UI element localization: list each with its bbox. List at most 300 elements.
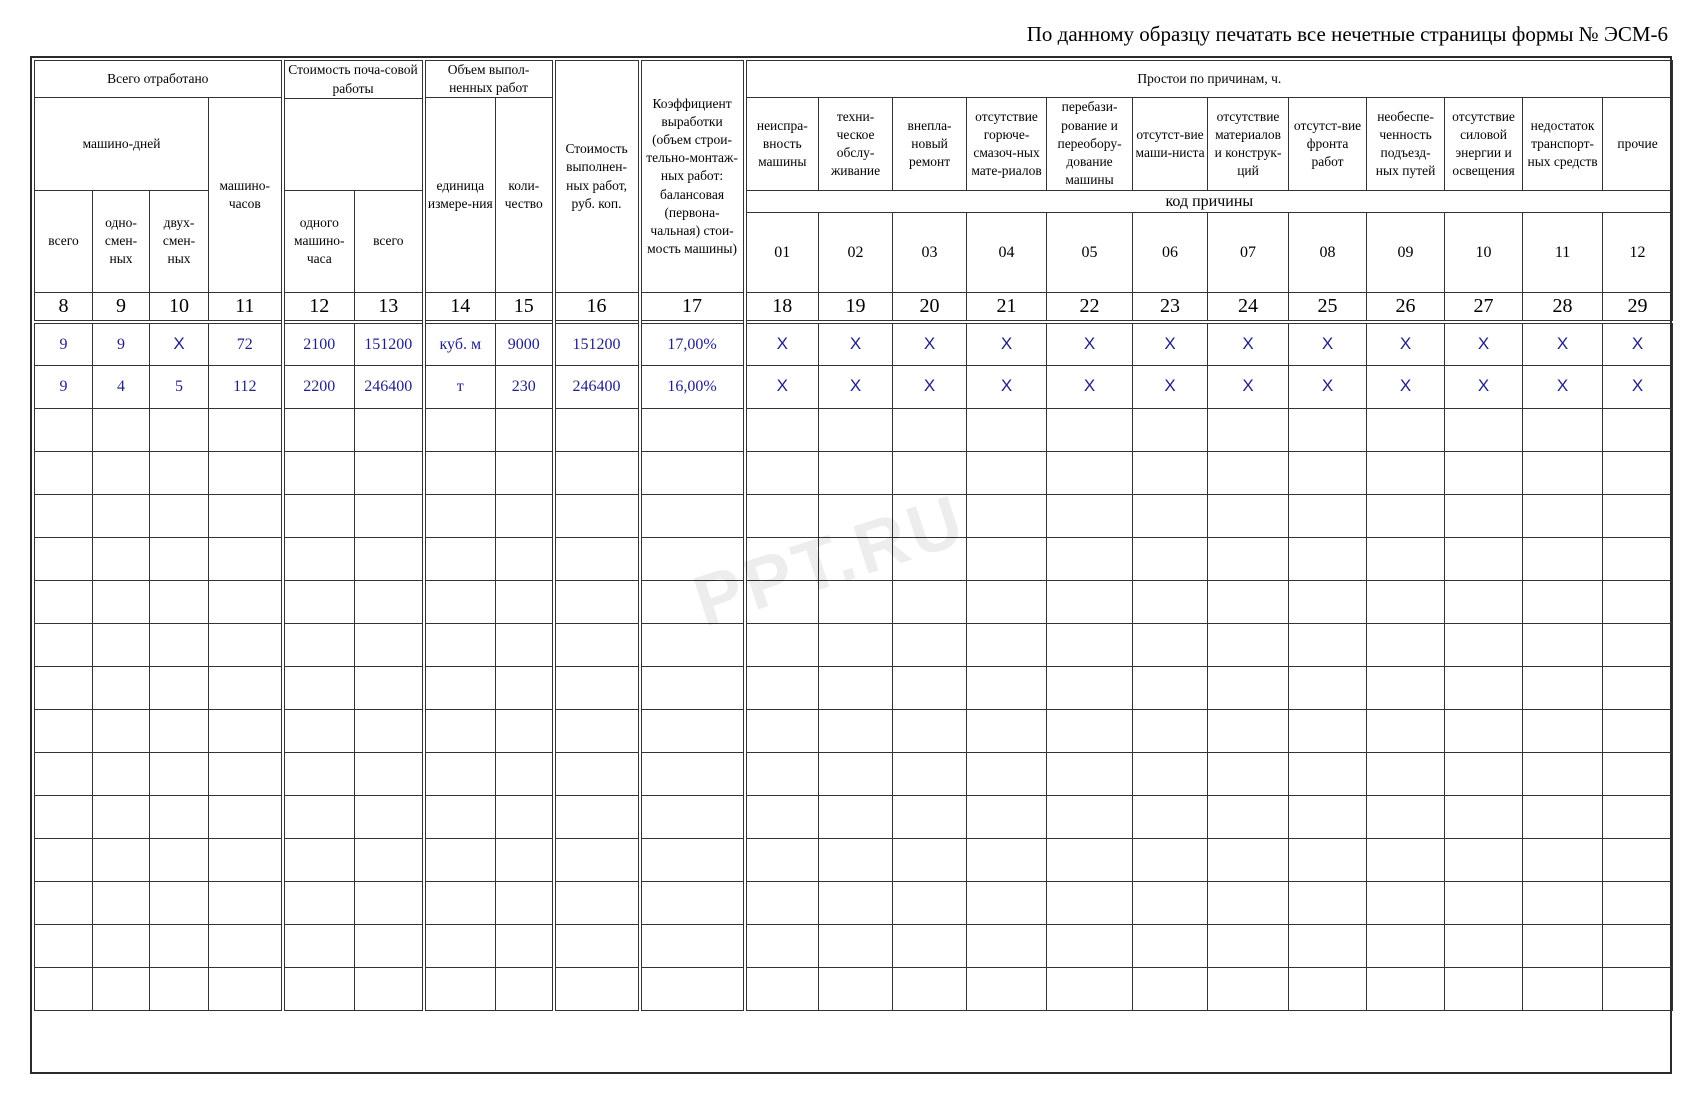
- table-cell: X: [1289, 322, 1367, 365]
- empty-cell: [640, 537, 745, 580]
- empty-cell: [967, 623, 1047, 666]
- empty-cell: [1523, 494, 1603, 537]
- reason-code-10: 10: [1445, 213, 1523, 293]
- column-number: 21: [967, 293, 1047, 323]
- table-cell: 246400: [355, 365, 424, 408]
- empty-cell: [283, 580, 355, 623]
- empty-cell: [1445, 752, 1523, 795]
- header-koefficient: Коэффициент выработки (объем строи-тельно-монтаж-ных работ: балансовая (первона-чальная) стои-мость машины): [640, 61, 745, 293]
- empty-cell: [893, 881, 967, 924]
- empty-cell: [1523, 408, 1603, 451]
- empty-cell: [1445, 623, 1523, 666]
- empty-cell: [1367, 967, 1445, 1010]
- empty-cell: [355, 451, 424, 494]
- empty-cell: [1445, 537, 1523, 580]
- empty-cell: [1047, 838, 1133, 881]
- table-cell: X: [1603, 365, 1673, 408]
- table-cell: X: [1367, 365, 1445, 408]
- table-cell: X: [1208, 365, 1289, 408]
- empty-cell: [355, 494, 424, 537]
- empty-table-row: [35, 623, 1673, 666]
- empty-cell: [1133, 967, 1208, 1010]
- empty-cell: [893, 666, 967, 709]
- empty-cell: [35, 623, 93, 666]
- empty-cell: [967, 967, 1047, 1010]
- empty-table-row: [35, 795, 1673, 838]
- header-reason-01: неиспра-вность машины: [745, 98, 819, 190]
- empty-cell: [1445, 494, 1523, 537]
- empty-cell: [1445, 408, 1523, 451]
- table-row: [35, 322, 1673, 365]
- empty-cell: [1603, 408, 1673, 451]
- empty-cell: [1367, 580, 1445, 623]
- empty-cell: [967, 666, 1047, 709]
- empty-table-row: [35, 666, 1673, 709]
- empty-cell: [745, 408, 819, 451]
- empty-cell: [1133, 494, 1208, 537]
- empty-cell: [745, 580, 819, 623]
- empty-cell: [554, 666, 640, 709]
- empty-cell: [496, 881, 554, 924]
- empty-cell: [1603, 795, 1673, 838]
- empty-cell: [893, 795, 967, 838]
- empty-cell: [554, 580, 640, 623]
- empty-cell: [1047, 580, 1133, 623]
- empty-cell: [745, 537, 819, 580]
- empty-cell: [1523, 666, 1603, 709]
- empty-cell: [35, 580, 93, 623]
- empty-cell: [355, 924, 424, 967]
- empty-cell: [35, 881, 93, 924]
- header-reason-07: отсутствие материалов и конструк-ций: [1208, 98, 1289, 190]
- header-odnosmennyh: одно-смен-ных: [93, 190, 150, 293]
- empty-cell: [1133, 709, 1208, 752]
- empty-cell: [209, 494, 283, 537]
- empty-cell: [283, 451, 355, 494]
- empty-cell: [819, 924, 893, 967]
- empty-cell: [1133, 451, 1208, 494]
- table-cell: X: [1133, 322, 1208, 365]
- empty-cell: [1208, 580, 1289, 623]
- header-mashino-dney: машино-дней: [35, 98, 209, 190]
- table-cell: X: [1523, 322, 1603, 365]
- empty-cell: [1367, 666, 1445, 709]
- column-number: 29: [1603, 293, 1673, 323]
- empty-cell: [150, 709, 209, 752]
- header-reason-06: отсутст-вие маши-ниста: [1133, 98, 1208, 190]
- empty-cell: [1289, 838, 1367, 881]
- empty-cell: [1047, 924, 1133, 967]
- empty-cell: [1445, 838, 1523, 881]
- empty-cell: [424, 752, 496, 795]
- empty-cell: [1289, 451, 1367, 494]
- header-obem-vypolnennyh: Объем выпол-ненных работ: [424, 61, 554, 98]
- empty-cell: [424, 580, 496, 623]
- empty-cell: [1289, 666, 1367, 709]
- table-row: [35, 365, 1673, 408]
- empty-cell: [1047, 494, 1133, 537]
- empty-cell: [1208, 537, 1289, 580]
- table-cell: 9: [93, 322, 150, 365]
- header-reason-10: отсутствие силовой энергии и освещения: [1445, 98, 1523, 190]
- empty-cell: [893, 537, 967, 580]
- empty-cell: [209, 537, 283, 580]
- empty-cell: [1445, 924, 1523, 967]
- table-cell: X: [1445, 365, 1523, 408]
- empty-cell: [893, 924, 967, 967]
- empty-cell: [1603, 967, 1673, 1010]
- empty-cell: [1523, 580, 1603, 623]
- empty-cell: [93, 795, 150, 838]
- header-kolichestvo: коли-чество: [496, 98, 554, 293]
- empty-cell: [35, 795, 93, 838]
- empty-cell: [1445, 666, 1523, 709]
- empty-cell: [819, 709, 893, 752]
- empty-cell: [209, 924, 283, 967]
- empty-cell: [424, 666, 496, 709]
- empty-cell: [640, 924, 745, 967]
- empty-cell: [209, 580, 283, 623]
- empty-cell: [35, 494, 93, 537]
- empty-cell: [745, 752, 819, 795]
- empty-cell: [819, 838, 893, 881]
- esm6-form-table: [34, 60, 1673, 1011]
- table-cell: X: [1289, 365, 1367, 408]
- empty-cell: [745, 623, 819, 666]
- empty-cell: [209, 451, 283, 494]
- empty-cell: [1603, 537, 1673, 580]
- empty-cell: [967, 838, 1047, 881]
- table-cell: 2100: [283, 322, 355, 365]
- table-cell: 151200: [554, 322, 640, 365]
- empty-cell: [554, 967, 640, 1010]
- empty-cell: [496, 623, 554, 666]
- empty-cell: [1367, 494, 1445, 537]
- empty-cell: [1208, 408, 1289, 451]
- empty-cell: [150, 666, 209, 709]
- empty-cell: [355, 537, 424, 580]
- header-reason-04: отсутствие горюче-смазоч-ных мате-риалов: [967, 98, 1047, 190]
- empty-cell: [283, 494, 355, 537]
- empty-cell: [1047, 709, 1133, 752]
- reason-code-05: 05: [1047, 213, 1133, 293]
- empty-cell: [819, 881, 893, 924]
- empty-cell: [424, 881, 496, 924]
- header-reason-11: недостаток транспорт-ных средств: [1523, 98, 1603, 190]
- empty-cell: [1523, 881, 1603, 924]
- empty-cell: [93, 623, 150, 666]
- empty-cell: [554, 408, 640, 451]
- empty-cell: [554, 795, 640, 838]
- empty-cell: [967, 494, 1047, 537]
- empty-table-row: [35, 752, 1673, 795]
- empty-cell: [93, 924, 150, 967]
- column-number: 17: [640, 293, 745, 323]
- empty-cell: [150, 967, 209, 1010]
- table-cell: X: [967, 322, 1047, 365]
- empty-cell: [424, 795, 496, 838]
- empty-cell: [1603, 666, 1673, 709]
- empty-table-row: [35, 838, 1673, 881]
- empty-cell: [209, 967, 283, 1010]
- empty-cell: [554, 494, 640, 537]
- empty-cell: [967, 881, 1047, 924]
- empty-cell: [640, 709, 745, 752]
- empty-cell: [93, 709, 150, 752]
- empty-cell: [35, 838, 93, 881]
- empty-cell: [496, 537, 554, 580]
- reason-code-09: 09: [1367, 213, 1445, 293]
- empty-cell: [893, 451, 967, 494]
- empty-cell: [1208, 967, 1289, 1010]
- column-number: 10: [150, 293, 209, 323]
- empty-cell: [1523, 838, 1603, 881]
- empty-cell: [1133, 408, 1208, 451]
- empty-cell: [819, 752, 893, 795]
- empty-cell: [283, 795, 355, 838]
- empty-cell: [1603, 580, 1673, 623]
- empty-cell: [640, 623, 745, 666]
- empty-cell: [355, 666, 424, 709]
- empty-table-row: [35, 967, 1673, 1010]
- header-reason-09: необеспе-ченность подъезд-ных путей: [1367, 98, 1445, 190]
- table-cell: X: [745, 322, 819, 365]
- reason-code-12: 12: [1603, 213, 1673, 293]
- empty-cell: [209, 408, 283, 451]
- reason-code-11: 11: [1523, 213, 1603, 293]
- header-kod-prichiny: код причины: [745, 190, 1673, 213]
- table-cell: X: [819, 322, 893, 365]
- empty-cell: [1523, 795, 1603, 838]
- empty-cell: [35, 709, 93, 752]
- empty-cell: [745, 967, 819, 1010]
- empty-cell: [496, 795, 554, 838]
- empty-cell: [150, 795, 209, 838]
- empty-cell: [745, 881, 819, 924]
- empty-cell: [1367, 795, 1445, 838]
- form-data-body: [35, 322, 1673, 1010]
- empty-cell: [1208, 494, 1289, 537]
- table-cell: X: [1367, 322, 1445, 365]
- empty-cell: [1445, 881, 1523, 924]
- empty-cell: [424, 838, 496, 881]
- empty-cell: [93, 494, 150, 537]
- column-number: 25: [1289, 293, 1367, 323]
- column-number: 8: [35, 293, 93, 323]
- table-cell: X: [1208, 322, 1289, 365]
- empty-cell: [819, 666, 893, 709]
- empty-cell: [819, 537, 893, 580]
- empty-table-row: [35, 408, 1673, 451]
- empty-cell: [1445, 967, 1523, 1010]
- empty-cell: [93, 881, 150, 924]
- table-cell: X: [893, 322, 967, 365]
- empty-cell: [209, 752, 283, 795]
- column-number: 19: [819, 293, 893, 323]
- reason-code-08: 08: [1289, 213, 1367, 293]
- empty-cell: [1523, 451, 1603, 494]
- empty-cell: [1047, 752, 1133, 795]
- empty-cell: [1133, 795, 1208, 838]
- empty-cell: [35, 451, 93, 494]
- empty-cell: [745, 494, 819, 537]
- empty-cell: [355, 881, 424, 924]
- empty-cell: [1047, 537, 1133, 580]
- empty-cell: [640, 451, 745, 494]
- empty-cell: [1289, 752, 1367, 795]
- table-cell: 9000: [496, 322, 554, 365]
- empty-cell: [355, 795, 424, 838]
- empty-cell: [1289, 623, 1367, 666]
- empty-cell: [745, 666, 819, 709]
- column-number: 24: [1208, 293, 1289, 323]
- form-print-note: По данному образцу печатать все нечетные страницы формы № ЭСМ-6: [1026, 22, 1668, 46]
- empty-table-row: [35, 451, 1673, 494]
- empty-cell: [1208, 623, 1289, 666]
- empty-cell: [355, 408, 424, 451]
- column-number: 28: [1523, 293, 1603, 323]
- reason-code-01: 01: [745, 213, 819, 293]
- empty-cell: [209, 666, 283, 709]
- empty-cell: [1523, 537, 1603, 580]
- empty-cell: [1047, 408, 1133, 451]
- empty-cell: [1289, 408, 1367, 451]
- empty-cell: [967, 752, 1047, 795]
- empty-cell: [150, 580, 209, 623]
- empty-cell: [355, 709, 424, 752]
- empty-cell: [640, 838, 745, 881]
- empty-cell: [93, 752, 150, 795]
- header-reason-12: прочие: [1603, 98, 1673, 190]
- empty-cell: [150, 537, 209, 580]
- empty-cell: [283, 408, 355, 451]
- empty-cell: [1445, 795, 1523, 838]
- empty-cell: [745, 795, 819, 838]
- empty-cell: [1289, 924, 1367, 967]
- empty-cell: [819, 967, 893, 1010]
- empty-cell: [819, 795, 893, 838]
- table-cell: куб. м: [424, 322, 496, 365]
- empty-cell: [1208, 838, 1289, 881]
- empty-cell: [893, 709, 967, 752]
- empty-cell: [355, 580, 424, 623]
- empty-cell: [819, 494, 893, 537]
- table-cell: 246400: [554, 365, 640, 408]
- column-number: 11: [209, 293, 283, 323]
- empty-cell: [424, 408, 496, 451]
- empty-cell: [1603, 838, 1673, 881]
- empty-cell: [1133, 752, 1208, 795]
- empty-cell: [283, 881, 355, 924]
- empty-cell: [424, 709, 496, 752]
- empty-cell: [1445, 451, 1523, 494]
- empty-cell: [1367, 924, 1445, 967]
- empty-cell: [496, 924, 554, 967]
- empty-cell: [1208, 924, 1289, 967]
- empty-cell: [1603, 924, 1673, 967]
- empty-cell: [1208, 881, 1289, 924]
- column-number: 16: [554, 293, 640, 323]
- table-cell: X: [819, 365, 893, 408]
- empty-cell: [640, 494, 745, 537]
- empty-cell: [35, 752, 93, 795]
- empty-cell: [209, 623, 283, 666]
- empty-cell: [893, 580, 967, 623]
- table-cell: X: [745, 365, 819, 408]
- empty-cell: [640, 967, 745, 1010]
- empty-cell: [967, 408, 1047, 451]
- empty-cell: [554, 451, 640, 494]
- empty-cell: [1289, 795, 1367, 838]
- header-vsego-stoimost: всего: [355, 190, 424, 293]
- reason-code-06: 06: [1133, 213, 1208, 293]
- empty-cell: [1047, 795, 1133, 838]
- empty-cell: [150, 881, 209, 924]
- empty-cell: [424, 967, 496, 1010]
- empty-cell: [209, 795, 283, 838]
- header-stoimost-pochasovoy: [283, 61, 424, 191]
- table-cell: 72: [209, 322, 283, 365]
- empty-cell: [893, 838, 967, 881]
- empty-cell: [1603, 881, 1673, 924]
- empty-cell: [640, 881, 745, 924]
- empty-cell: [893, 967, 967, 1010]
- empty-cell: [1523, 623, 1603, 666]
- empty-cell: [967, 537, 1047, 580]
- empty-cell: [424, 924, 496, 967]
- empty-cell: [1047, 623, 1133, 666]
- table-cell: X: [1133, 365, 1208, 408]
- column-number: 27: [1445, 293, 1523, 323]
- empty-cell: [893, 752, 967, 795]
- empty-table-row: [35, 494, 1673, 537]
- column-number: 26: [1367, 293, 1445, 323]
- empty-cell: [1289, 881, 1367, 924]
- empty-cell: [967, 924, 1047, 967]
- empty-cell: [1367, 881, 1445, 924]
- empty-cell: [1208, 709, 1289, 752]
- empty-cell: [554, 838, 640, 881]
- header-edinica-izmereniya: единица измере-ния: [424, 98, 496, 293]
- column-number: 13: [355, 293, 424, 323]
- table-cell: X: [893, 365, 967, 408]
- empty-cell: [745, 838, 819, 881]
- empty-cell: [745, 924, 819, 967]
- empty-cell: [35, 408, 93, 451]
- empty-cell: [1289, 967, 1367, 1010]
- table-cell: X: [1047, 322, 1133, 365]
- empty-cell: [1603, 494, 1673, 537]
- empty-cell: [1289, 537, 1367, 580]
- empty-cell: [554, 709, 640, 752]
- empty-cell: [283, 838, 355, 881]
- empty-cell: [496, 752, 554, 795]
- column-number: 18: [745, 293, 819, 323]
- empty-cell: [1367, 408, 1445, 451]
- empty-cell: [1603, 451, 1673, 494]
- empty-cell: [1133, 666, 1208, 709]
- header-vsego: всего: [35, 190, 93, 293]
- table-cell: X: [1445, 322, 1523, 365]
- table-cell: X: [967, 365, 1047, 408]
- empty-cell: [1047, 666, 1133, 709]
- table-cell: 5: [150, 365, 209, 408]
- empty-cell: [1289, 709, 1367, 752]
- empty-cell: [1367, 623, 1445, 666]
- header-reason-03: внепла-новый ремонт: [893, 98, 967, 190]
- empty-table-row: [35, 709, 1673, 752]
- empty-cell: [640, 666, 745, 709]
